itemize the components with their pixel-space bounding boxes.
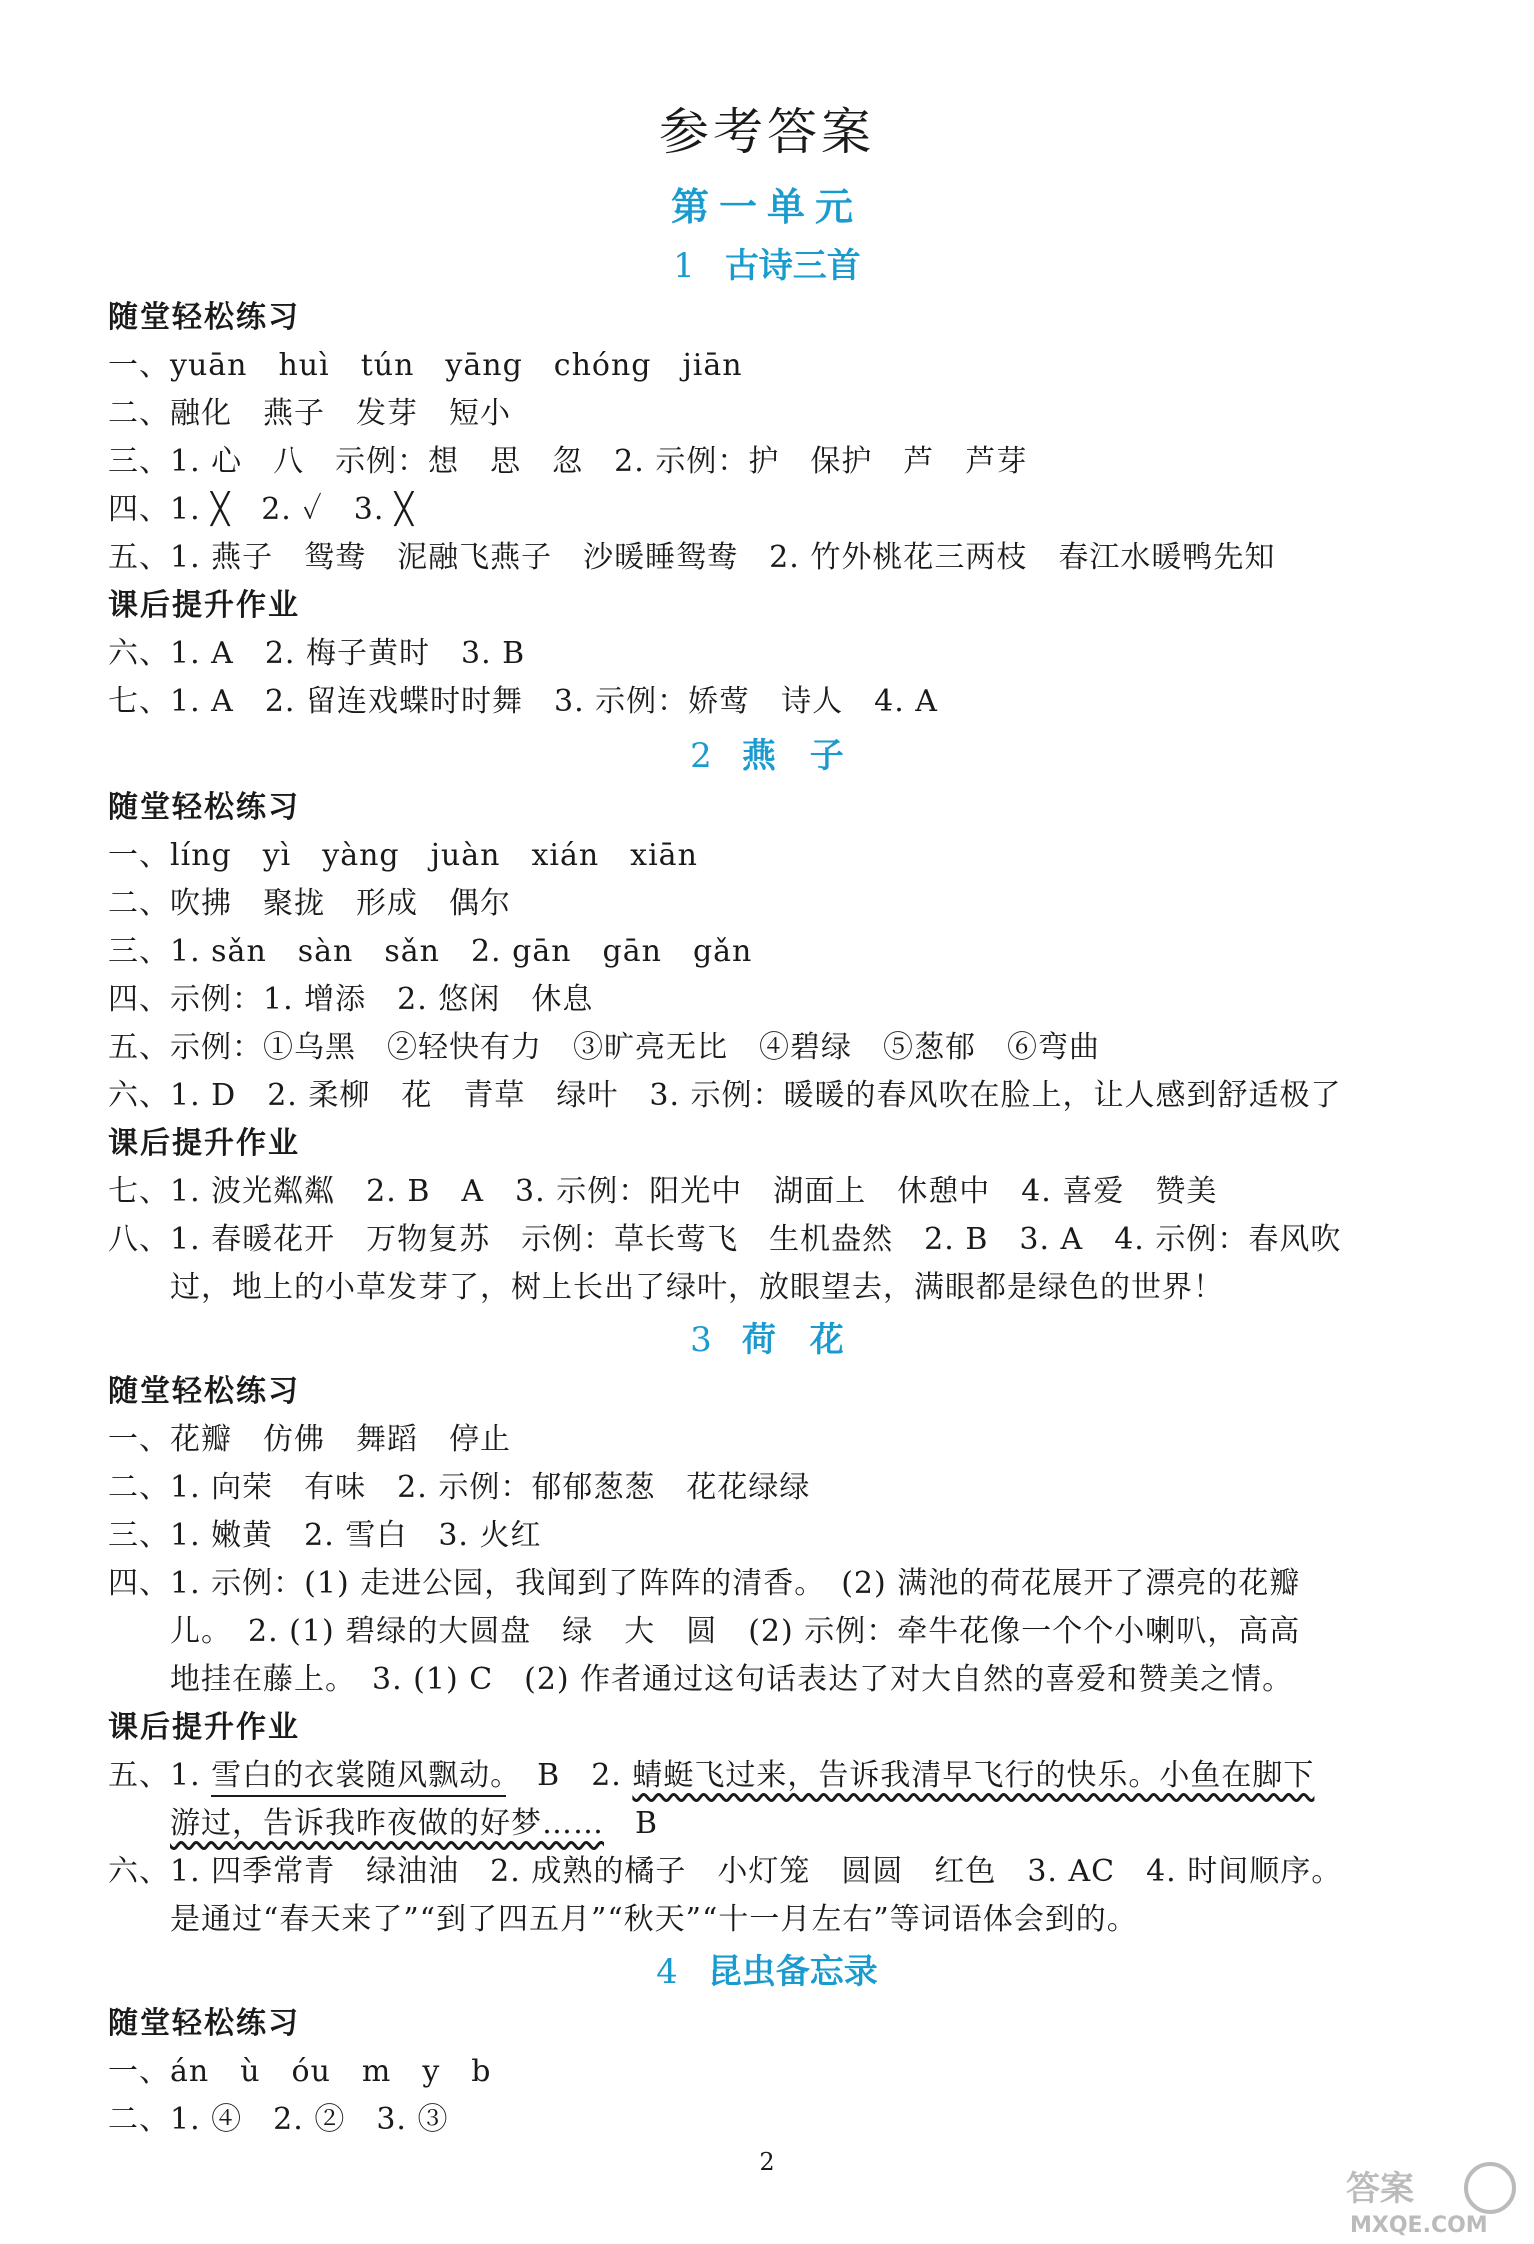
answer-line: 五、示例：①乌黑 ②轻快有力 ③旷亮无比 ④碧绿 ⑤葱郁 ⑥弯曲 [108,1030,1100,1065]
watermark-url: MXQE.COM [1350,2213,1488,2238]
answer-line: 一、yuān huì tún yāng chóng jiān [108,348,743,383]
wavy-underlined-answer: 蜻蜓飞过来，告诉我清早飞行的快乐。小鱼在脚下 [632,1758,1315,1793]
lesson-4-title [0,1944,1534,1993]
answer-line: 三、1. sǎn sàn sǎn 2. gān gān gǎn [108,934,753,969]
page-number: 2 [759,2148,775,2176]
watermark-circle [1466,2164,1514,2212]
watermark-logo [1340,2148,1520,2238]
answer-line: 一、líng yì yàng juàn xián xiān [108,838,698,873]
answer-line: 四、1. ╳ 2. ✓ 3. ╳ [108,492,414,527]
answer-line-continued: 过，地上的小草发芽了，树上长出了绿叶，放眼望去，满眼都是绿色的世界！ [170,1270,1224,1305]
lesson-name: 古诗三首 [724,246,861,286]
answer-line: 一、花瓣 仿佛 舞蹈 停止 [108,1422,511,1457]
answer-line: 二、1. 向荣 有味 2. 示例：郁郁葱葱 花花绿绿 [108,1470,811,1505]
lesson-name: 燕 子 [741,736,844,776]
answer-line: 七、1. 波光粼粼 2. B A 3. 示例：阳光中 湖面上 休憩中 4. 喜爱 赞美 [108,1174,1218,1209]
answer-line: 八、1. 春暖花开 万物复苏 示例：草长莺飞 生机盎然 2. B 3. A 4. 示例：春风吹 [108,1222,1342,1257]
unit-title: 第一单元 [670,185,863,229]
answer-prefix: 五、1. [108,1758,212,1793]
section-in-class: 随堂轻松练习 [108,790,300,825]
answer-line: 二、融化 燕子 发芽 短小 [108,396,511,431]
answer-line: 五、1. 燕子 鸳鸯 泥融飞燕子 沙暖睡鸳鸯 2. 竹外桃花三两枝 春江水暖鸭先知 [108,540,1276,575]
watermark-text: 答案 [1346,2169,1414,2209]
page-title: 参考答案 [659,103,875,161]
answer-line: 三、1. 心 八 示例：想 思 忽 2. 示例：护 保护 芦 芦芽 [108,444,1028,479]
lesson-3-title [0,1312,1534,1361]
answer-line: 一、án ù óu m y b [108,2054,492,2089]
answer-line: 六、1. D 2. 柔柳 花 青草 绿叶 3. 示例：暖暖的春风吹在脸上，让人感到舒适极了 [108,1078,1342,1113]
answer-line: 三、1. 嫩黄 2. 雪白 3. 火红 [108,1518,542,1553]
lesson-name: 昆虫备忘录 [707,1952,878,1992]
lesson-1-title [0,238,1534,287]
lesson-number: 2 [690,736,712,776]
section-after-class: 课后提升作业 [108,1710,300,1745]
answer-line-continued: 儿。 2. (1) 碧绿的大圆盘 绿 大 圆 (2) 示例：牵牛花像一个个小喇叭，高高 [170,1614,1301,1649]
wavy-underlined-answer: 游过，告诉我昨夜做的好梦…… [170,1806,604,1841]
answer-line: 六、1. A 2. 梅子黄时 3. B [108,636,526,671]
answer-line-continued: 是通过“春天来了”“到了四五月”“秋天”“十一月左右”等词语体会到的。 [170,1902,1138,1937]
answer-line: 六、1. 四季常青 绿油油 2. 成熟的橘子 小灯笼 圆圆 红色 3. AC 4. 时间顺序。 [108,1854,1343,1889]
answer-end: B [604,1806,659,1841]
lesson-number: 3 [690,1320,712,1360]
section-in-class: 随堂轻松练习 [108,300,300,335]
answer-line: 二、吹拂 聚拢 形成 偶尔 [108,886,511,921]
answer-mid: B 2. [506,1758,633,1793]
section-after-class: 课后提升作业 [108,588,300,623]
answer-line: 四、示例：1. 增添 2. 悠闲 休息 [108,982,594,1017]
answer-line-continued: 地挂在藤上。 3. (1) C (2) 作者通过这句话表达了对大自然的喜爱和赞美之情。 [170,1662,1294,1697]
lesson-2-title [0,728,1534,777]
section-in-class: 随堂轻松练习 [108,1374,300,1409]
section-after-class: 课后提升作业 [108,1126,300,1161]
lesson-name: 荷 花 [741,1320,844,1360]
answer-line: 四、1. 示例：(1) 走进公园，我闻到了阵阵的清香。 (2) 满池的荷花展开了漂亮的花瓣 [108,1566,1301,1601]
section-in-class: 随堂轻松练习 [108,2006,300,2041]
underlined-answer: 雪白的衣裳随风飘动。 [211,1758,506,1797]
answer-line-underlined [108,1750,1314,1794]
answer-line-continued [170,1798,658,1842]
answer-line: 二、1. ④ 2. ② 3. ③ [108,2102,449,2137]
lesson-number: 4 [656,1952,678,1992]
answer-line: 七、1. A 2. 留连戏蝶时时舞 3. 示例：娇莺 诗人 4. A [108,684,938,719]
lesson-number: 1 [673,246,695,286]
